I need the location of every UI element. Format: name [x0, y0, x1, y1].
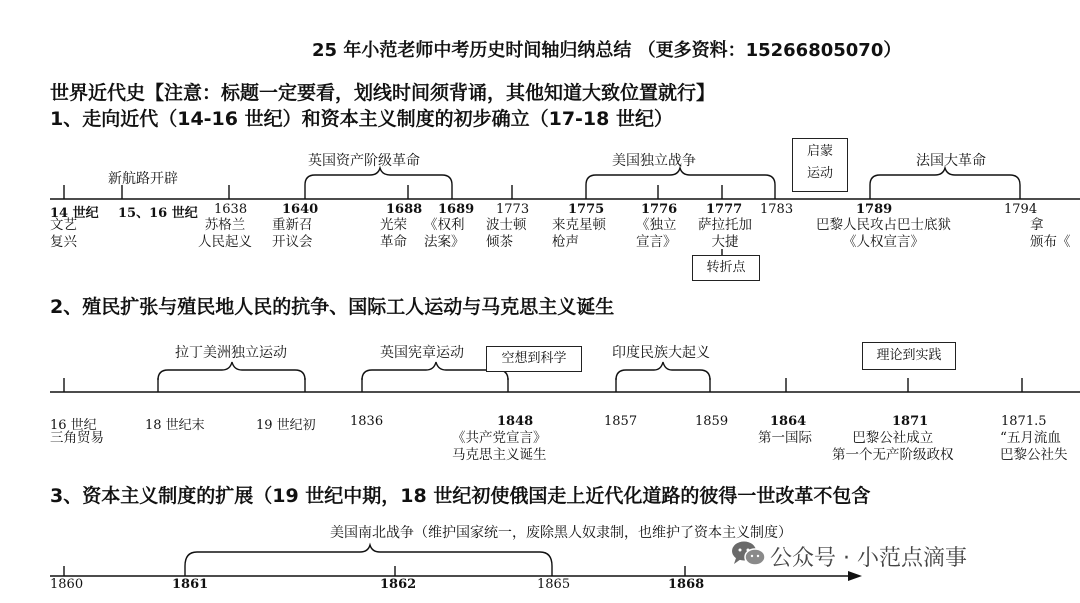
year-1836: 1836 [350, 414, 384, 429]
year-1773: 1773 [496, 202, 530, 217]
event-1640: 重新召 开议会 [272, 217, 313, 250]
event-1775: 来克星顿 枪声 [552, 217, 606, 250]
event-triangle-trade: 三角贸易 [50, 430, 104, 446]
event-1789: 巴黎人民攻占巴士底狱 《人权宣言》 [816, 217, 951, 250]
year-1871-5: 1871.5 [1001, 414, 1047, 429]
span-india: 印度民族大起义 [612, 345, 710, 361]
year-1864: 1864 [770, 414, 807, 429]
year-1859: 1859 [695, 414, 729, 429]
event-1638: 苏格兰 人民起义 [198, 217, 252, 250]
event-1773: 波士顿 倾茶 [486, 217, 527, 250]
event-1689: 《权利 法案》 [424, 217, 465, 250]
document-title: 25 年小范老师中考历史时间轴归纳总结 （更多资料：15266805070） [312, 40, 902, 61]
year-1783: 1783 [760, 202, 794, 217]
event-first-international: 第一国际 [758, 430, 812, 446]
event-1688: 光荣 革命 [380, 217, 407, 250]
event-may-blood: “五月流血 巴黎公社失 [1000, 430, 1068, 463]
section-header-note: 世界近代史【注意：标题一定要看，划线时间须背诵，其他知道大致位置就行】 [50, 82, 716, 104]
year-1861: 1861 [172, 577, 209, 592]
year-1689: 1689 [438, 202, 475, 217]
section3-heading: 3、资本主义制度的扩展（19 世纪中期，18 世纪初使俄国走上近代化道路的彼得一世改革不包含 [50, 485, 871, 507]
event-1777: 萨拉托加 大捷 [698, 217, 752, 250]
span-latin-america: 拉丁美洲独立运动 [175, 345, 287, 361]
event-right-cut: 拿 颁布《 [1030, 217, 1071, 250]
box-utopia-to-science: 空想到科学 [486, 346, 582, 372]
box-turning-point: 转折点 [692, 255, 760, 281]
span-english-revolution: 英国资产阶级革命 [308, 153, 420, 169]
year-1688: 1688 [386, 202, 423, 217]
year-1794: 1794 [1004, 202, 1038, 217]
year-15-16c: 15、16 世纪 [118, 206, 198, 221]
event-paris-commune: 巴黎公社成立 第一个无产阶级政权 [832, 430, 954, 463]
year-1640: 1640 [282, 202, 319, 217]
year-1775: 1775 [568, 202, 605, 217]
section1-heading: 1、走向近代（14-16 世纪）和资本主义制度的初步确立（17-18 世纪） [50, 108, 673, 130]
watermark-text: 公众号 · 小范点滴事 [770, 546, 967, 571]
span-civil-war: 美国南北战争（维护国家统一，废除黑人奴隶制，也维护了资本主义制度） [330, 525, 792, 541]
span-chartist: 英国宪章运动 [380, 345, 464, 361]
year-1638: 1638 [214, 202, 248, 217]
event-renaissance: 文艺 复兴 [50, 217, 77, 250]
section2-heading: 2、殖民扩张与殖民地人民的抗争、国际工人运动与马克思主义诞生 [50, 296, 615, 318]
span-french-revolution: 法国大革命 [916, 153, 986, 169]
year-1776: 1776 [641, 202, 678, 217]
year-1871: 1871 [892, 414, 929, 429]
year-1789: 1789 [856, 202, 893, 217]
year-19c-early: 19 世纪初 [256, 418, 316, 433]
event-1776: 《独立 宣言》 [636, 217, 677, 250]
wechat-icon [730, 540, 766, 568]
year-18c-end: 18 世纪末 [145, 418, 205, 433]
year-1860: 1860 [50, 577, 84, 592]
year-16c: 16 世纪 [50, 418, 97, 433]
box-enlightenment: 启蒙 运动 [792, 138, 848, 192]
year-1862: 1862 [380, 577, 417, 592]
year-1848: 1848 [497, 414, 534, 429]
year-1865: 1865 [537, 577, 571, 592]
box-theory-to-practice: 理论到实践 [862, 342, 956, 370]
span-new-route: 新航路开辟 [108, 171, 178, 187]
year-1857: 1857 [604, 414, 638, 429]
year-1777: 1777 [706, 202, 743, 217]
event-1848: 《共产党宣言》 马克思主义诞生 [452, 430, 547, 463]
year-1868: 1868 [668, 577, 705, 592]
year-14c: 14 世纪 [50, 206, 99, 221]
span-american-war: 美国独立战争 [612, 153, 696, 169]
